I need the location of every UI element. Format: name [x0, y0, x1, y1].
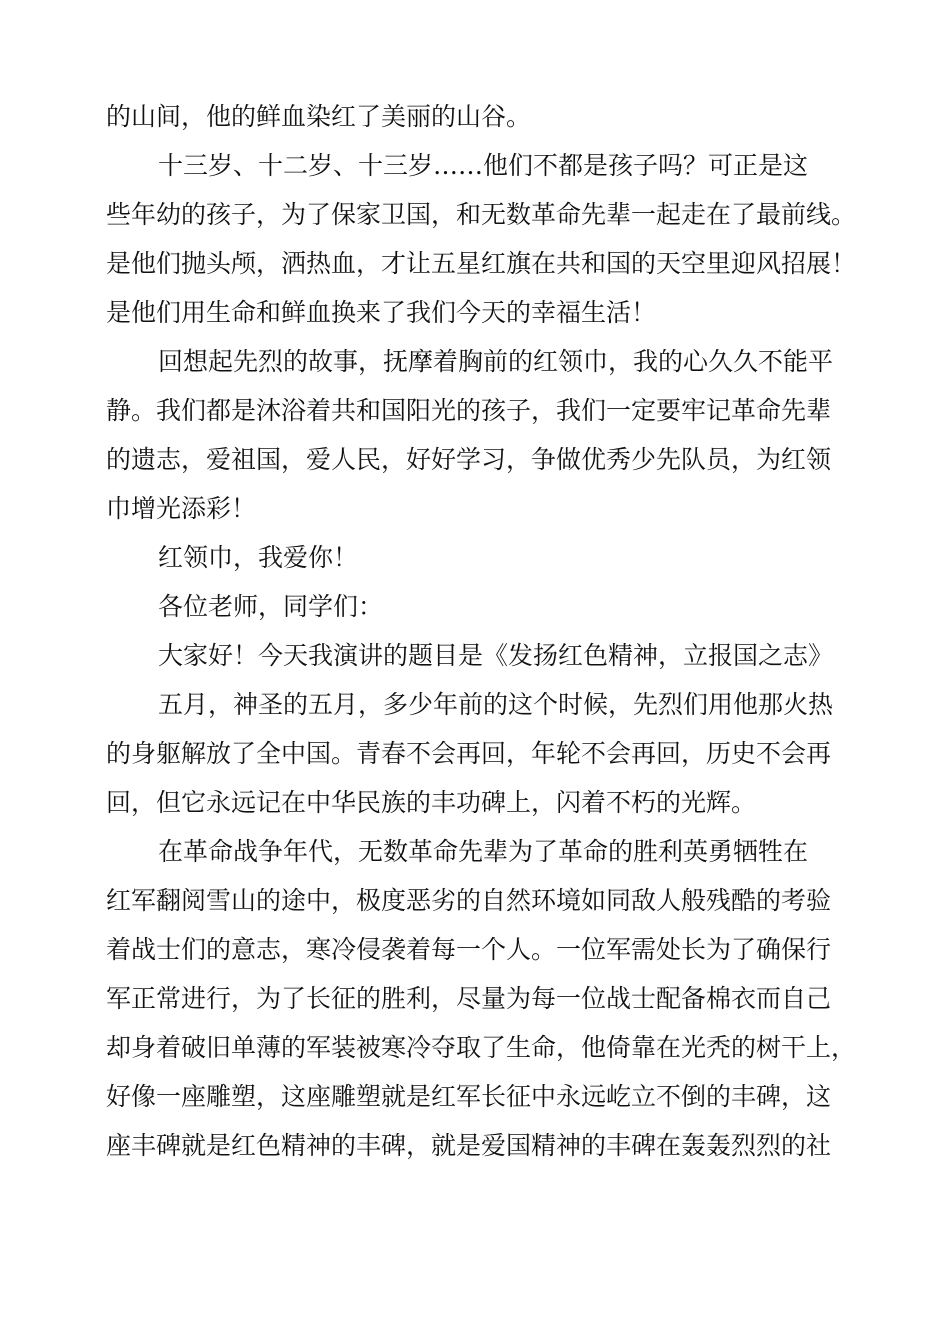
text-line: 静。我们都是沐浴着共和国阳光的孩子，我们一定要牢记革命先辈 [106, 396, 832, 425]
text-line: 的身躯解放了全中国。青春不会再回，年轮不会再回，历史不会再 [106, 739, 832, 768]
text-line: 大家好！今天我演讲的题目是《发扬红色精神，立报国之志》 [158, 641, 834, 670]
text-line: 些年幼的孩子，为了保家卫国，和无数革命先辈一起走在了最前线。 [106, 200, 857, 229]
text-line: 军正常进行，为了长征的胜利，尽量为每一位战士配备棉衣而自己 [106, 984, 832, 1013]
text-line: 却身着破旧单薄的军装被寒冷夺取了生命，他倚靠在光秃的树干上， [106, 1033, 857, 1062]
text-line: 红军翻阅雪山的途中，极度恶劣的自然环境如同敌人般残酷的考验 [106, 886, 832, 915]
text-line: 是他们用生命和鲜血换来了我们今天的幸福生活！ [106, 298, 657, 327]
text-line: 的山间，他的鲜血染红了美丽的山谷。 [106, 102, 532, 131]
text-line: 五月，神圣的五月，多少年前的这个时候，先烈们用他那火热 [158, 690, 834, 719]
text-line: 的遗志，爱祖国，爱人民，好好学习，争做优秀少先队员，为红领 [106, 445, 832, 474]
text-line: 各位老师，同学们： [158, 592, 384, 621]
text-line: 巾增光添彩！ [106, 494, 257, 523]
text-line: 座丰碑就是红色精神的丰碑，就是爱国精神的丰碑在轰轰烈烈的社 [106, 1131, 832, 1160]
text-line: 是他们抛头颅，洒热血，才让五星红旗在共和国的天空里迎风招展！ [106, 249, 857, 278]
text-line: 着战士们的意志，寒冷侵袭着每一个人。一位军需处长为了确保行 [106, 935, 832, 964]
text-line: 红领巾，我爱你！ [158, 543, 359, 572]
text-line: 回想起先烈的故事，抚摩着胸前的红领巾，我的心久久不能平 [158, 347, 834, 376]
text-line: 好像一座雕塑，这座雕塑就是红军长征中永远屹立不倒的丰碑，这 [106, 1082, 832, 1111]
text-line: 十三岁、十二岁、十三岁……他们不都是孩子吗？可正是这 [158, 151, 809, 180]
document-body [106, 92, 866, 1170]
text-line: 回，但它永远记在中华民族的丰功碑上，闪着不朽的光辉。 [106, 788, 757, 817]
text-line: 在革命战争年代，无数革命先辈为了革命的胜利英勇牺牲在 [158, 837, 809, 866]
